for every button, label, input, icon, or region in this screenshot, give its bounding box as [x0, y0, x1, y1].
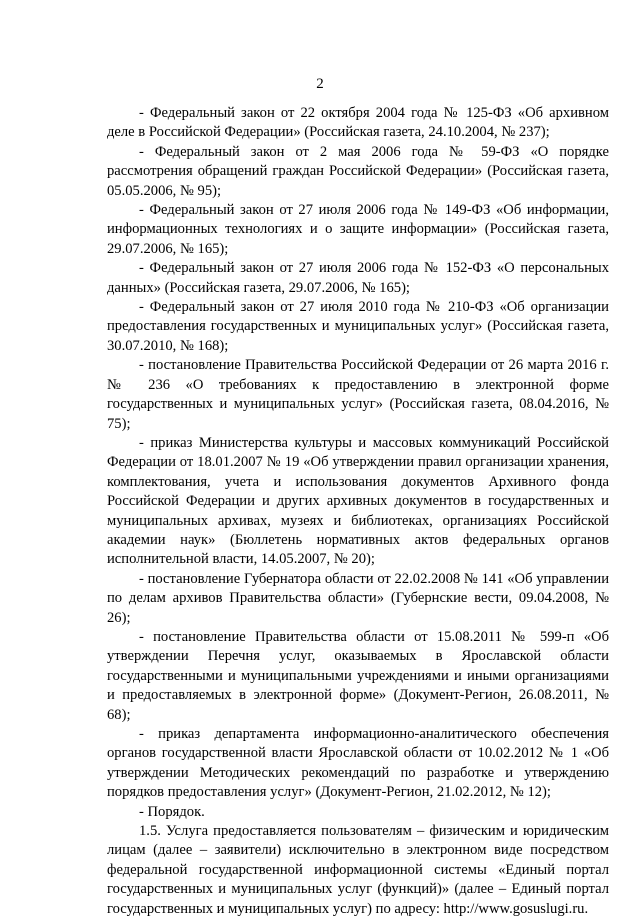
page-number: 2: [316, 76, 324, 92]
document-body: [107, 104, 609, 919]
paragraph-federal-law-210: - Федеральный закон от 27 июля 2010 года № 210-ФЗ «Об организации предоставления государственных и муниципальных услуг» (Российская газета, 30.07.2010, № 168);: [107, 299, 609, 354]
paragraph-federal-law-125: - Федеральный закон от 22 октября 2004 года № 125-ФЗ «Об архивном деле в Российской Федерации» (Российская газета, 24.10.2004, № 237);: [107, 105, 609, 141]
paragraph-federal-law-59: - Федеральный закон от 2 мая 2006 года № 59-ФЗ «О порядке рассмотрения обращений граждан Российской Федерации» (Российская газета, 05.05.2006, № 95);: [107, 143, 609, 199]
paragraph-ministry-order-19: - приказ Министерства культуры и массовых коммуникаций Российской Федерации от 18.01.2007 № 19 «Об утверждении правил организации хранения, комплектования, учета и использования документов Архивного фонда Российской Федерации и других архивных документов в государственных и муниципальных архивах, музеях и библиотеках, организациях Российской академии наук» (Бюллетень нормативных актов федеральных органов исполнительной власти, 14.05.2007, № 20);: [107, 434, 609, 568]
paragraph-department-order-1: - приказ департамента информационно-аналитического обеспечения органов государственной власти Ярославской области от 10.02.2012 № 1 «Об утверждении Методических рекомендаций по разработке и утверждению порядков предоставления услуг» (Документ-Регион, 21.02.2012, № 12);: [107, 726, 609, 801]
paragraph-federal-law-149: - Федеральный закон от 27 июля 2006 года № 149-ФЗ «Об информации, информационных технологиях и о защите информации» (Российская газета, 29.07.2006, № 165);: [107, 202, 609, 257]
paragraph-government-resolution-236: - постановление Правительства Российской Федерации от 26 марта 2016 г. № 236 «О требованиях к предоставлению в электронной форме государственных и муниципальных услуг» (Российская газета, 08.04.2016, № 75);: [107, 357, 609, 432]
paragraph-federal-law-152: - Федеральный закон от 27 июля 2006 года № 152-ФЗ «О персональных данных» (Российская газета, 29.07.2006, № 165);: [107, 260, 609, 296]
paragraph-section-1-5: 1.5. Услуга предоставляется пользователям – физическим и юридическим лицам (далее – заявители) исключительно в электронном виде посредством федеральной государственной информационной системы «Единый портал государственных и муниципальных услуг (функций)» (далее – Единый портал государственных и муниципальных услуг) по адресу: http://www.gosuslugi.ru.: [107, 823, 609, 917]
paragraph-procedure: - Порядок.: [139, 803, 205, 820]
paragraph-governor-resolution-141: - постановление Губернатора области от 22.02.2008 № 141 «Об управлении по делам архивов Правительства области» (Губернские вести, 09.04.2008, № 26);: [107, 570, 609, 626]
paragraph-regional-resolution-599: - постановление Правительства области от 15.08.2011 № 599-п «Об утверждении Перечня услуг, оказываемых в Ярославской области государственными и муниципальными учреждениями и иными организациями и предоставляемых в электронной форме» (Документ-Регион, 26.08.2011, № 68);: [107, 628, 609, 723]
